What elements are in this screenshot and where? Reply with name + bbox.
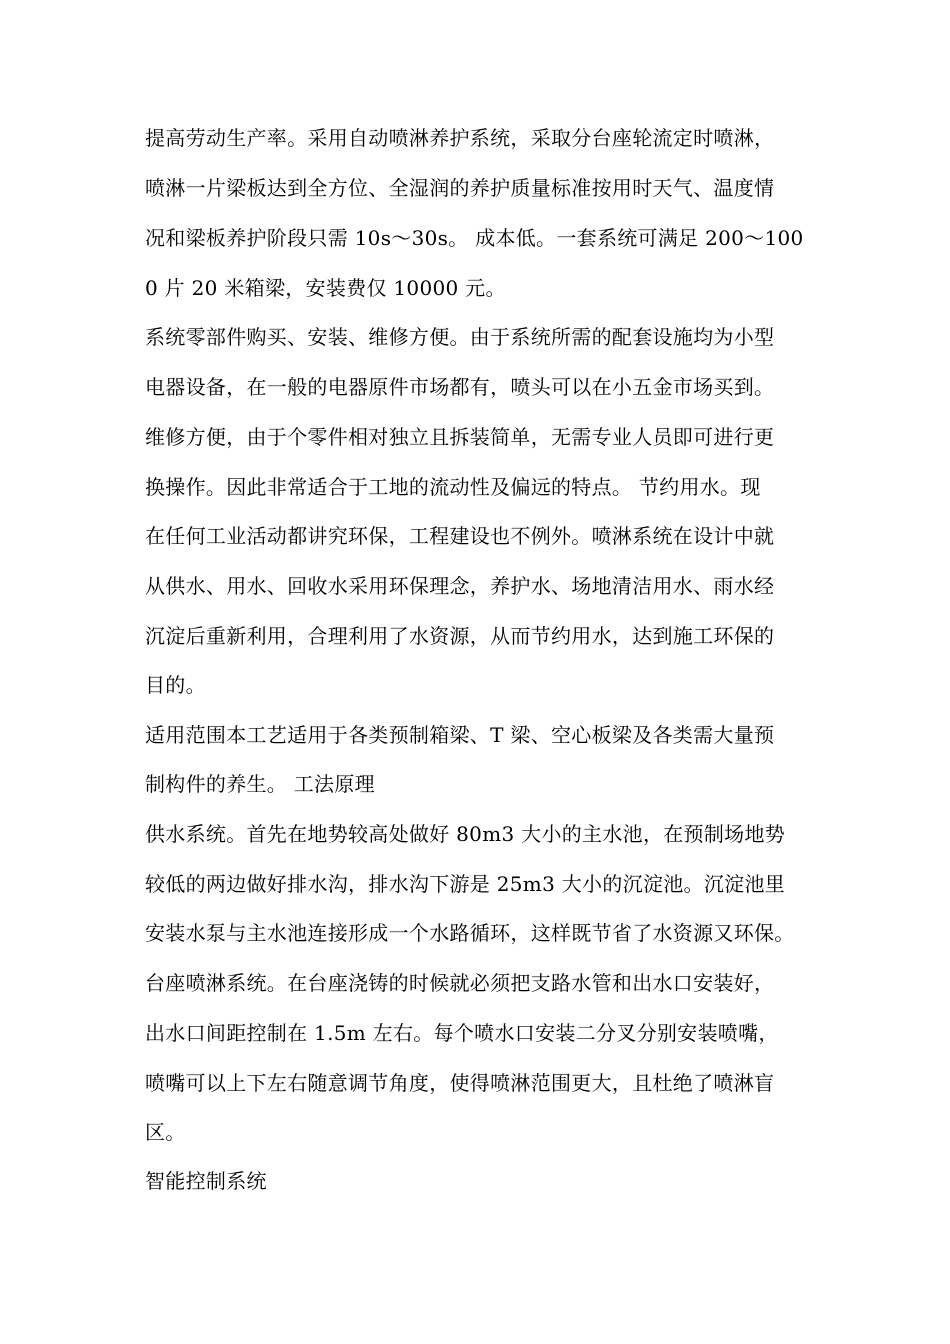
text-line: 制构件的养生。 工法原理 — [145, 772, 375, 796]
text-line: 目的。 — [145, 673, 206, 697]
text-line: 换操作。因此非常适合于工地的流动性及偏远的特点。 节约用水。现 — [145, 475, 761, 499]
text-line: 电器设备，在一般的电器原件市场都有，喷头可以在小五金市场买到。 — [145, 375, 775, 399]
text-line: 系统零部件购买、安装、维修方便。由于系统所需的配套设施均为小型 — [145, 325, 775, 349]
text-line: 台座喷淋系统。在台座浇铸的时候就必须把支路水管和出水口安装好， — [145, 971, 775, 995]
text-line: 沉淀后重新利用，合理利用了水资源，从而节约用水，达到施工环保的 — [145, 624, 775, 648]
text-line: 适用范围本工艺适用于各类预制箱梁、T 梁、空心板梁及各类需大量预 — [145, 723, 775, 747]
text-line: 出水口间距控制在 1.5m 左右。每个喷水口安装二分叉分别安装喷嘴， — [145, 1021, 779, 1045]
text-line: 0 片 20 米箱梁，安装费仅 10000 元。 — [145, 276, 506, 300]
text-line: 喷嘴可以上下左右随意调节角度，使得喷淋范围更大，且杜绝了喷淋盲 — [145, 1071, 775, 1095]
text-line: 较低的两边做好排水沟，排水沟下游是 25m3 大小的沉淀池。沉淀池里 — [145, 872, 786, 896]
text-line: 供水系统。首先在地势较高处做好 80m3 大小的主水池，在预制场地势 — [145, 822, 786, 846]
text-line: 安装水泵与主水池连接形成一个水路循环，这样既节省了水资源又环保。 — [145, 921, 795, 945]
text-line: 维修方便，由于个零件相对独立且拆装简单，无需专业人员即可进行更 — [145, 425, 775, 449]
text-line: 提高劳动生产率。采用自动喷淋养护系统，采取分台座轮流定时喷淋， — [145, 126, 775, 150]
text-line: 从供水、用水、回收水采用环保理念，养护水、场地清洁用水、雨水经 — [145, 574, 775, 598]
text-line: 在任何工业活动都讲究环保，工程建设也不例外。喷淋系统在设计中就 — [145, 524, 775, 548]
text-line: 智能控制系统 — [145, 1169, 267, 1193]
text-line: 区。 — [145, 1120, 186, 1144]
text-line: 况和梁板养护阶段只需 10s～30s。 成本低。一套系统可满足 200～100 — [145, 226, 804, 250]
text-line: 喷淋一片梁板达到全方位、全湿润的养护质量标准按用时天气、温度情 — [145, 176, 775, 200]
